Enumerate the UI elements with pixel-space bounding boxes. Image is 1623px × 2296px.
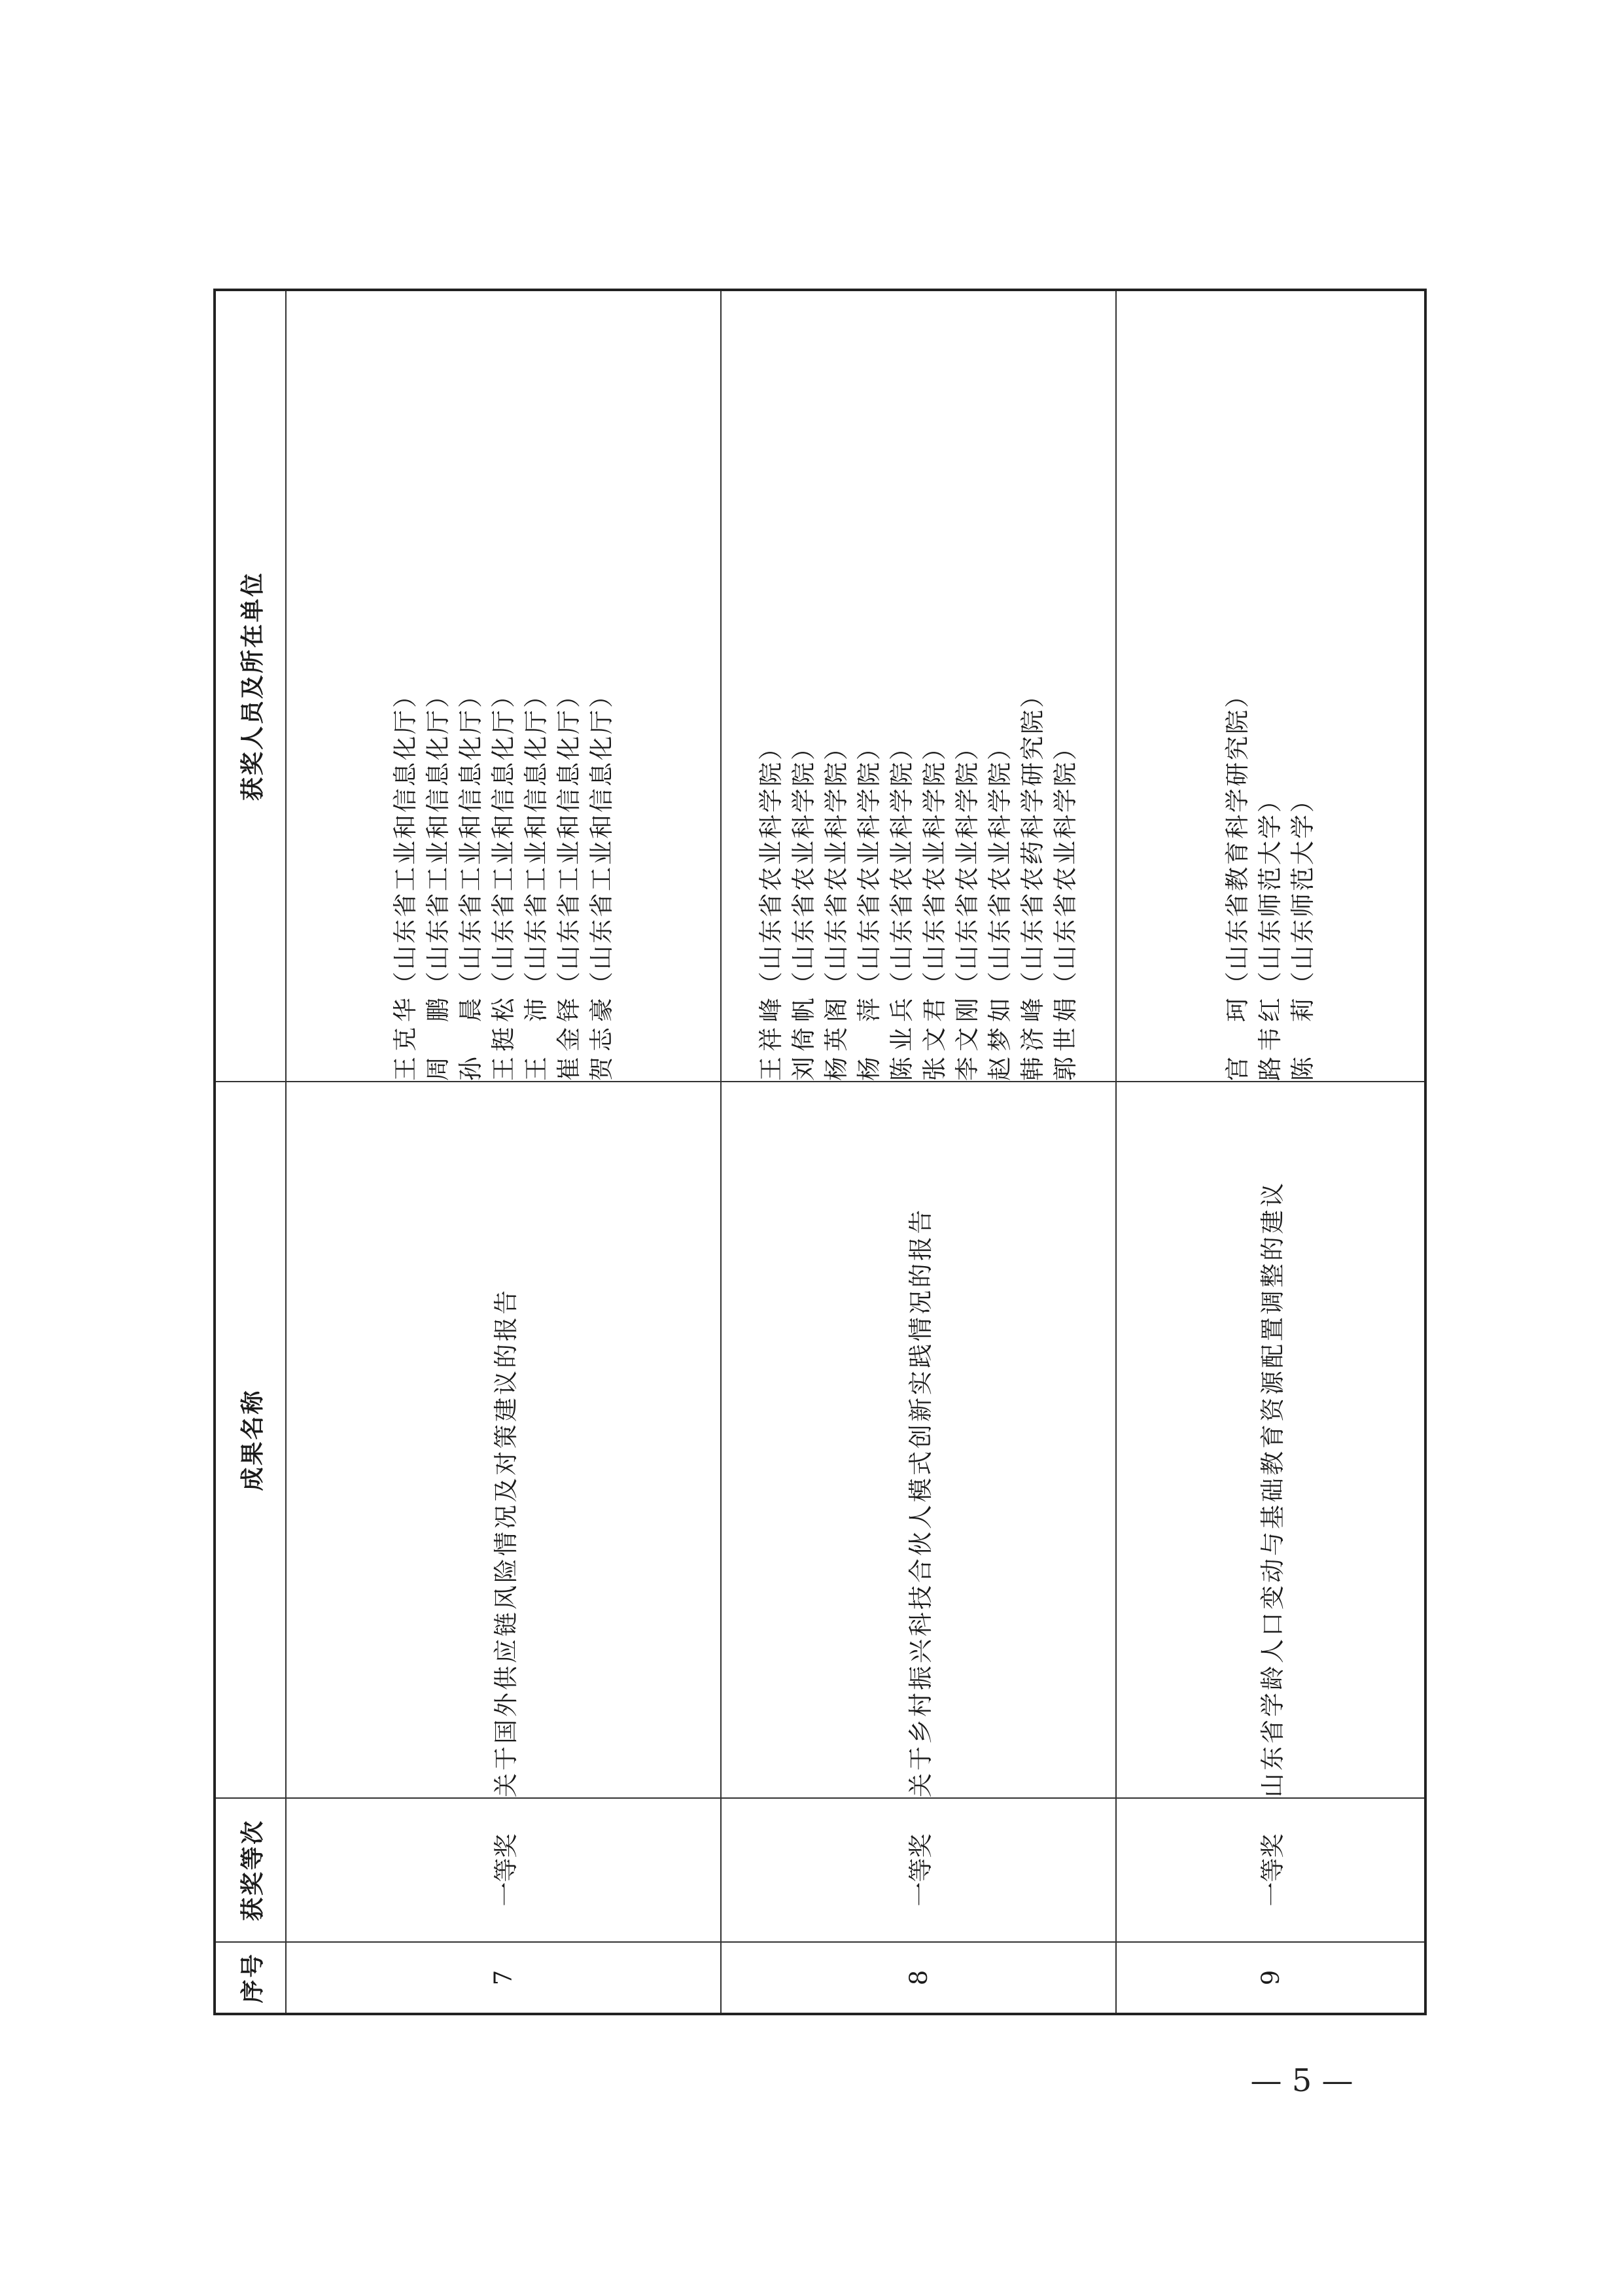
person-name: 赵梦如 (986, 996, 1014, 1081)
person-entry (455, 291, 487, 1081)
row-index: 8 (721, 1942, 1116, 2014)
person-entry (389, 291, 422, 1081)
row-people (286, 290, 721, 1082)
person-name: 崔金铎 (554, 996, 583, 1081)
table-row (1116, 290, 1425, 2014)
person-name: 刘倚帆 (790, 996, 818, 1081)
awards-table (213, 289, 1427, 2015)
rotated-table-wrapper (213, 291, 1422, 2015)
person-unit: （山东省农业科学院） (920, 734, 949, 996)
person-unit: （山东省教育科学研究院） (1223, 682, 1251, 996)
person-unit: （山东省农业科学院） (790, 734, 818, 996)
row-grade: 一等奖 (286, 1798, 721, 1942)
row-grade: 一等奖 (721, 1798, 1116, 1942)
person-entry (1017, 291, 1049, 1081)
person-name: 王挺松 (489, 996, 517, 1081)
row-grade: 一等奖 (1116, 1798, 1425, 1942)
page-number: — 5 — (1250, 2062, 1353, 2099)
person-unit: （山东省农药科学研究院） (1019, 682, 1047, 996)
person-name: 陈业兵 (888, 996, 916, 1081)
header-grade: 获奖等次 (215, 1798, 286, 1942)
person-name: 陈 莉 (1289, 996, 1317, 1081)
person-entry (951, 291, 984, 1081)
row-title: 关于乡村振兴科技合伙人模式创新实践情况的报告 (721, 1082, 1116, 1798)
person-entry (918, 291, 951, 1081)
person-unit: （山东省工业和信息化厅） (554, 682, 583, 996)
person-entry (422, 291, 455, 1081)
person-unit: （山东省工业和信息化厅） (391, 682, 419, 996)
person-name: 杨 萍 (855, 996, 883, 1081)
person-entry (1221, 291, 1254, 1081)
person-entry (984, 291, 1017, 1081)
person-entry (1287, 291, 1319, 1081)
person-unit: （山东省工业和信息化厅） (423, 682, 452, 996)
person-name: 杨英阁 (822, 996, 850, 1081)
person-unit: （山东省农业科学院） (1051, 734, 1079, 996)
person-entry (755, 291, 788, 1081)
person-name: 王 沛 (521, 996, 550, 1081)
header-index: 序号 (215, 1942, 286, 2014)
person-name: 宫 珂 (1223, 996, 1251, 1081)
person-entry (585, 291, 618, 1081)
person-entry (1049, 291, 1082, 1081)
table-row (286, 290, 721, 2014)
row-title: 关于国外供应链风险情况及对策建议的报告 (286, 1082, 721, 1798)
row-title: 山东省学龄人口变动与基础教育资源配置调整的建议 (1116, 1082, 1425, 1798)
person-unit: （山东省工业和信息化厅） (521, 682, 550, 996)
person-unit: （山东省工业和信息化厅） (456, 682, 485, 996)
person-name: 孙 晨 (456, 996, 485, 1081)
person-unit: （山东师范大学） (1289, 786, 1317, 996)
person-unit: （山东省农业科学院） (953, 734, 981, 996)
person-unit: （山东省农业科学院） (855, 734, 883, 996)
person-unit: （山东师范大学） (1256, 786, 1284, 996)
person-name: 周 鹏 (423, 996, 452, 1081)
person-entry (788, 291, 820, 1081)
person-entry (1254, 291, 1287, 1081)
row-index: 7 (286, 1942, 721, 2014)
header-people: 获奖人员及所在单位 (215, 290, 286, 1082)
person-name: 张文君 (920, 996, 949, 1081)
row-people (1116, 290, 1425, 1082)
person-unit: （山东省工业和信息化厅） (587, 682, 616, 996)
person-name: 路韦红 (1256, 996, 1284, 1081)
person-name: 韩济峰 (1019, 996, 1047, 1081)
person-entry (853, 291, 886, 1081)
person-entry (487, 291, 520, 1081)
person-name: 贺志豪 (587, 996, 616, 1081)
person-unit: （山东省农业科学院） (757, 734, 785, 996)
person-unit: （山东省农业科学院） (986, 734, 1014, 996)
person-entry (520, 291, 553, 1081)
person-entry (553, 291, 585, 1081)
person-name: 王祥峰 (757, 996, 785, 1081)
person-unit: （山东省工业和信息化厅） (489, 682, 517, 996)
person-name: 郭世娟 (1051, 996, 1079, 1081)
table-row (721, 290, 1116, 2014)
header-title: 成果名称 (215, 1082, 286, 1798)
table-header-row (215, 290, 286, 2014)
person-name: 李文刚 (953, 996, 981, 1081)
row-people (721, 290, 1116, 1082)
person-unit: （山东省农业科学院） (888, 734, 916, 996)
person-unit: （山东省农业科学院） (822, 734, 850, 996)
person-entry (820, 291, 853, 1081)
table-body (286, 290, 1425, 2014)
person-entry (886, 291, 918, 1081)
person-name: 王克华 (391, 996, 419, 1081)
row-index: 9 (1116, 1942, 1425, 2014)
